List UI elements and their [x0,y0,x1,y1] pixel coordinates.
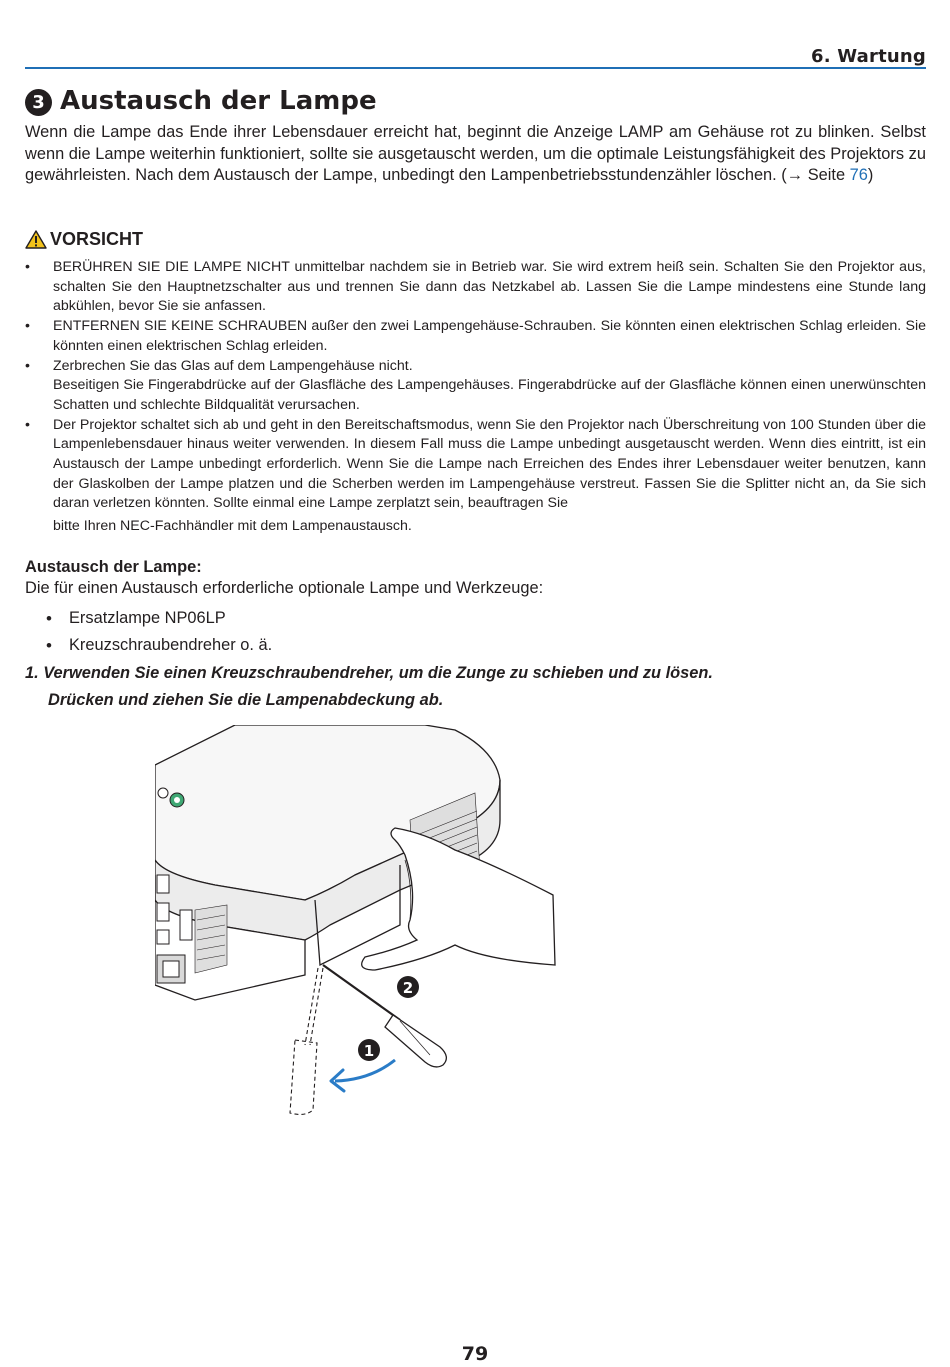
bullet-dot: • [25,259,30,275]
paren-close: ) [867,166,874,184]
caution-item-text: ENTFERNEN SIE KEINE SCHRAUBEN außer den zwei Lampengehäuse-Schrauben. Sie könnten einen elektrischen Schlag erleiden. Sie könnten einen elektrischen Schlag erleiden. [53,318,926,354]
screwdriver-1 [290,968,323,1114]
list-item [46,605,272,632]
tool-name: Ersatzlampe NP06LP [69,609,226,627]
header-rule [25,67,926,69]
caution-item [25,258,926,317]
bullet-dot: • [46,609,52,628]
intro-paragraph [25,122,926,187]
list-item [46,632,272,659]
bullet-dot: • [25,416,30,433]
caution-list [25,258,926,537]
chapter-title: 6. Wartung [811,46,926,67]
step-instruction: Verwenden Sie einen Kreuzschraubendreher, um die Zunge zu schieben und zu lösen. [43,664,713,682]
bullet-dot: • [25,318,30,335]
page-number: 79 [461,1343,489,1365]
bullet-dot: • [25,357,30,374]
step-number: 1. [25,664,39,682]
step-1 [25,660,713,714]
callout-1-label: 1 [363,1042,375,1060]
tools-list [46,605,272,659]
callout-2-label: 2 [402,979,414,997]
arrow-symbol: → [786,166,804,184]
step-instruction-continued: Drücken und ziehen Sie die Lampenabdeckung ab. [48,691,444,709]
tool-name: Kreuzschraubendreher o. ä. [69,636,273,654]
section-title-text: Austausch der Lampe [60,86,377,116]
caution-item [25,357,926,416]
caution-item-text: Beseitigen Sie Fingerabdrücke auf der Glasfläche des Lampengehäuses. Fingerabdrücke auf der Glasfläche können einen unerwünschten Schatten und schlechte Bildqualität verursachen. [53,377,926,413]
caution-item [25,416,926,537]
caution-item-text: bitte Ihren NEC-Fachhändler mit dem Lampenaustausch. [53,518,412,535]
caution-item-text: Der Projektor schaltet sich ab und geht in den Bereitschaftsmodus, wenn Sie den Projektor nach Überschreitung von 100 Stunden über die Lampenlebensdauer hinaus weiter verwenden. In diesem Fall muss die Lampe unbedingt ausgetauscht werden. Wenn dies eintritt, ist ein Austausch der Lampe unbedingt erforderlich. Wenn Sie die Lampe nach Erreichen des Endes ihrer Lebensdauer weiter benutzen, kann der Glaskolben der Lampe platzen und die Scherben werden im Lampengehäuse verstreut. Fassen Sie die Splitter nicht an, da Sie sich daran verletzen könnten. Sollte einmal eine Lampe zerplatzt sein, beauftragen Sie [53,416,926,512]
screwdriver-2 [323,965,446,1067]
bullet-dot: • [46,636,52,655]
caution-item [25,317,926,356]
replacement-intro: Die für einen Austausch erforderliche optionale Lampe und Werkzeuge: [25,579,544,597]
replacement-heading: Austausch der Lampe: [25,558,202,576]
caution-item-text: Zerbrechen Sie das Glas auf dem Lampengehäuse nicht. [53,357,413,374]
page-reference-link[interactable]: 76 [849,166,868,184]
intro-text: Wenn die Lampe das Ende ihrer Lebensdauer erreicht hat, beginnt die Anzeige LAMP am Gehäuse rot zu blinken. Selbst wenn die Lampe weiterhin funktioniert, sollte sie ausgetauscht werden, um die optimale Leistungsfähigkeit des Projektors zu gewährleisten. Nach dem Austausch der Lampe, unbedingt den Lampenbetriebsstundenzähler löschen. ( [25,123,926,184]
warning-triangle-icon [25,230,47,249]
section-title [25,86,377,116]
caution-heading [25,229,143,250]
section-number-badge: 3 [25,89,52,116]
caution-title: VORSICHT [50,229,144,249]
caution-item-text: BERÜHREN SIE DIE LAMPE NICHT unmittelbar nachdem sie in Betrieb war. Sie wird extrem heiß sein. Schalten Sie den Projektor aus, schalten Sie den Hauptnetzschalter aus und trennen Sie dann das Netzkabel ab. Lassen Sie die Lampe mindestens eine Stunde lang abkühlen, bevor Sie sie anfassen. [53,259,926,315]
lamp-cover-removal-illustration [155,725,560,1125]
see-label: Seite [803,166,850,184]
